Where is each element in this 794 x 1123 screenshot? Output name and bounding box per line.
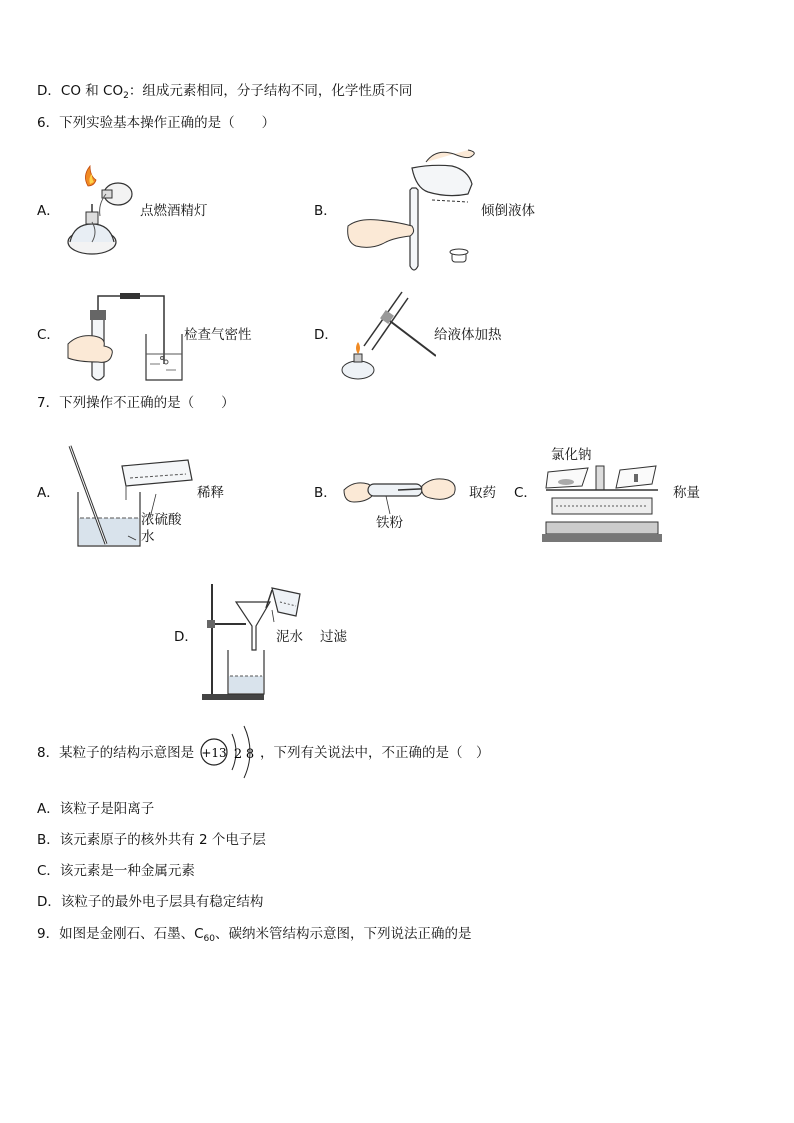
q6-stem: 6．下列实验基本操作正确的是（ ） <box>37 115 276 131</box>
shell-1-electrons: 2 <box>233 747 243 762</box>
q8-stem-after: ，下列有关说法中，不正确的是（ ） <box>260 745 490 761</box>
q6-option-b-caption: 倾倒液体 <box>481 203 535 219</box>
q8-option-d: D．该粒子的最外电子层具有稳定结构 <box>37 894 264 910</box>
pour-liquid-figure <box>340 148 480 278</box>
q7-option-a-label-water: 水 <box>141 529 155 545</box>
q6-option-d-caption: 给液体加热 <box>434 327 502 343</box>
q8-stem-before: 8．某粒子的结构示意图是 <box>37 745 195 761</box>
q6-option-a-letter: A． <box>37 203 60 219</box>
q6-option-c-letter: C． <box>37 327 60 343</box>
q7-option-c-label-weigh: 称量 <box>673 485 700 501</box>
q7-option-b-letter: B． <box>314 485 337 501</box>
heat-liquid-figure <box>336 290 436 384</box>
q9-stem: 9．如图是金刚石、石墨、$C_{60}$、碳纳米管结构示意图，下列说法正确的是 <box>37 926 472 944</box>
balance-weighing-figure <box>542 462 662 544</box>
q7-option-c-letter: C． <box>514 485 537 501</box>
q8-option-a: A．该粒子是阳离子 <box>37 801 155 817</box>
q7-option-d-label-mud: 泥水 <box>276 629 303 645</box>
q6-option-b-letter: B． <box>314 203 337 219</box>
q8-option-b: B．该元素原子的核外共有 2 个电子层 <box>37 832 266 848</box>
alcohol-lamp-lighting-figure <box>64 164 144 260</box>
q6-option-d-letter: D． <box>314 327 338 343</box>
shell-2-electrons: 8 <box>245 747 255 762</box>
q6-option-a-caption: 点燃酒精灯 <box>140 203 208 219</box>
q7-option-c-label-nacl: 氯化钠 <box>551 447 592 463</box>
atom-structure-diagram <box>198 720 262 784</box>
nucleus-charge: +13 <box>201 746 227 760</box>
airtightness-check-figure <box>64 288 188 384</box>
q7-option-a-label-dilute: 稀释 <box>197 485 224 501</box>
q5-option-d: D．CO 和 $CO_2$：组成元素相同，分子结构不同，化学性质不同 <box>37 83 413 101</box>
q7-stem: 7．下列操作不正确的是（ ） <box>37 395 235 411</box>
take-iron-powder-figure <box>340 470 460 516</box>
q7-option-d-label-filter: 过滤 <box>320 629 347 645</box>
q7-option-a-letter: A． <box>37 485 60 501</box>
q7-option-a-label-acid: 浓硫酸 <box>141 512 182 528</box>
q7-option-b-label-iron: 铁粉 <box>376 515 403 531</box>
q8-option-c: C．该元素是一种金属元素 <box>37 863 195 879</box>
q7-option-b-label-take: 取药 <box>469 485 496 501</box>
q6-option-c-caption: 检查气密性 <box>184 327 252 343</box>
q7-option-d-letter: D． <box>174 629 198 645</box>
dilute-acid-figure <box>66 444 196 550</box>
